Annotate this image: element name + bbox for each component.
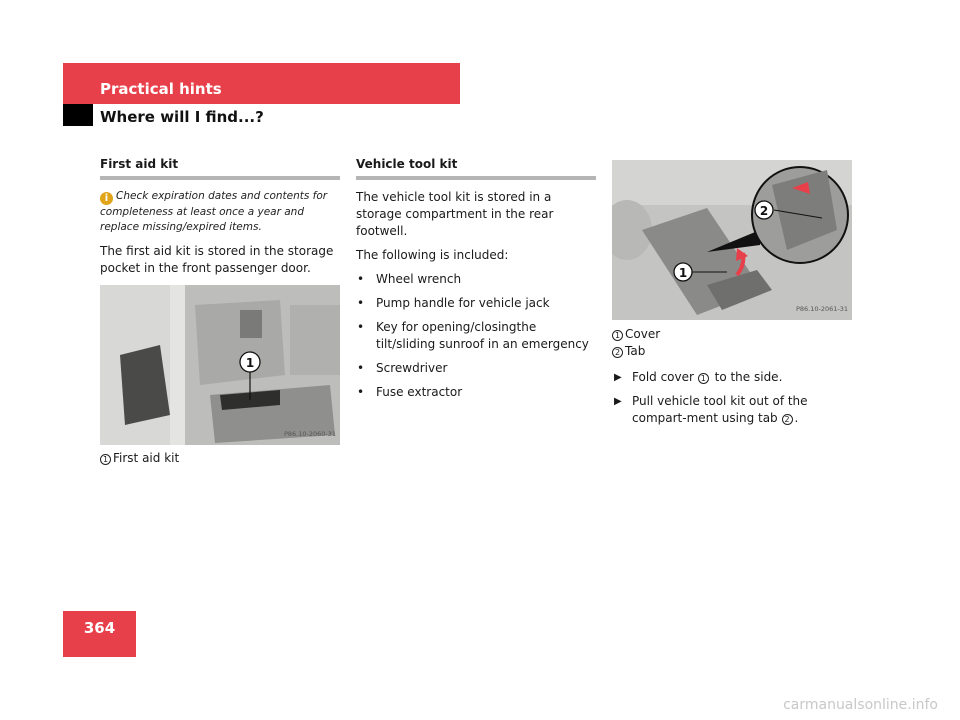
photo-callout-2: 2 <box>759 204 769 218</box>
included-label: The following is included: <box>356 248 509 262</box>
info-note-text: Check expiration dates and contents for completeness at least once a year and replace missing/expired items. <box>100 190 328 233</box>
callout-marker: 1 <box>100 454 111 465</box>
first-aid-body: The first aid kit is stored in the storage pocket in the front passenger door. <box>100 244 334 275</box>
legend-label: Cover <box>625 327 661 341</box>
caption-text: First aid kit <box>113 451 180 465</box>
bullet-dot: • <box>357 385 365 399</box>
list-item-text: Pump handle for vehicle jack <box>376 296 550 310</box>
list-item-text: Key for opening/closingthe tilt/sliding sunroof in an emergency <box>376 320 589 351</box>
step-text: to the side. <box>714 370 783 384</box>
list-item-text: Wheel wrench <box>376 272 462 286</box>
tool-kit-photo-column <box>612 160 852 427</box>
list-item <box>356 271 596 288</box>
tool-kit-intro: The vehicle tool kit is stored in a storage compartment in the rear footwell. <box>356 190 554 238</box>
first-aid-photo <box>100 285 340 445</box>
info-icon: i <box>100 192 113 205</box>
callout-marker: 1 <box>698 373 709 384</box>
page-number: 364 <box>83 619 116 637</box>
bullet-dot: • <box>357 361 365 375</box>
step-item <box>612 393 852 427</box>
image-code: P86.10-2061-31 <box>795 305 848 313</box>
list-item-text: Fuse extractor <box>376 385 463 399</box>
subsection-title: Where will I find...? <box>100 108 264 126</box>
first-aid-heading: First aid kit <box>100 157 179 171</box>
heading-rule <box>100 176 340 180</box>
legend-item <box>612 343 852 360</box>
section-title: Practical hints <box>100 80 222 98</box>
heading-rule <box>356 176 596 180</box>
image-code: P86.10-2060-31 <box>283 430 336 438</box>
first-aid-caption <box>100 450 340 467</box>
legend-label: Tab <box>625 344 646 358</box>
list-item <box>356 360 596 377</box>
list-item-text: Screwdriver <box>376 361 448 375</box>
legend-item <box>612 326 852 343</box>
list-item <box>356 384 596 401</box>
photo-callout-1: 1 <box>245 356 255 370</box>
tool-kit-heading: Vehicle tool kit <box>356 157 458 171</box>
step-text: . <box>794 411 799 425</box>
callout-marker: 2 <box>782 414 793 425</box>
step-item <box>612 369 852 386</box>
tool-kit-list <box>356 271 596 401</box>
tool-kit-column <box>356 156 596 408</box>
triangle-right-icon: ▶ <box>614 396 622 407</box>
triangle-right-icon: ▶ <box>614 372 622 383</box>
callout-marker: 2 <box>612 347 623 358</box>
first-aid-column <box>100 156 340 467</box>
tool-kit-photo <box>612 160 852 320</box>
list-item <box>356 319 596 353</box>
header-marker <box>63 104 93 126</box>
bullet-dot: • <box>357 320 365 334</box>
callout-marker: 1 <box>612 330 623 341</box>
step-text: Fold cover <box>632 370 694 384</box>
bullet-dot: • <box>357 272 365 286</box>
bullet-dot: • <box>357 296 365 310</box>
photo-callout-1: 1 <box>678 266 688 280</box>
info-note <box>100 189 340 235</box>
list-item <box>356 295 596 312</box>
step-text: Pull vehicle tool kit out of the compart-ment using tab <box>632 394 808 425</box>
watermark: carmanualsonline.info <box>783 697 938 713</box>
